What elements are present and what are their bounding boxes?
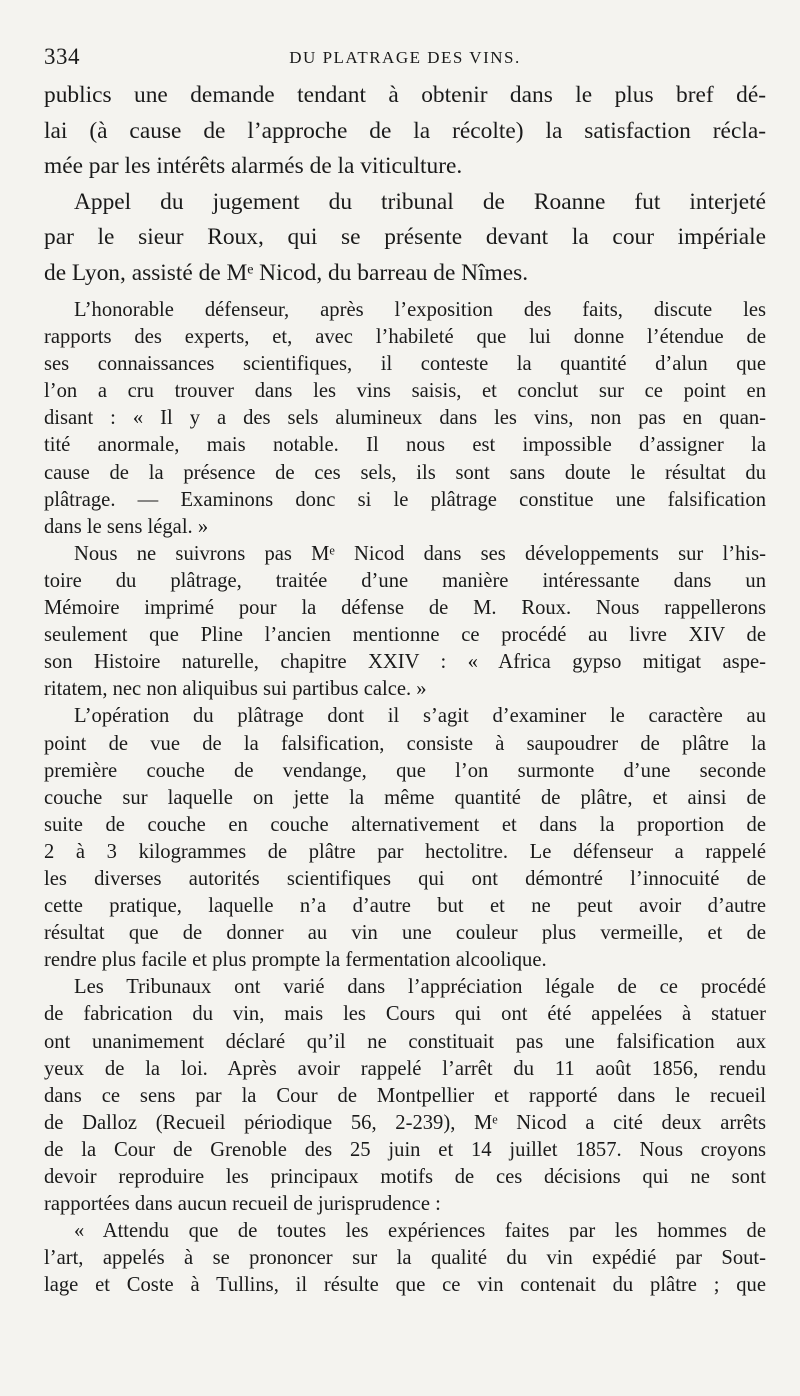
text-line: Mémoire imprimé pour la défense de M. Roux. Nous rappellerons bbox=[44, 597, 766, 620]
text-line: rapportées dans aucun recueil de jurisprudence : bbox=[44, 1193, 441, 1216]
page-header bbox=[44, 38, 766, 78]
text-line: Appel du jugement du tribunal de Roanne fut interjeté bbox=[74, 188, 766, 215]
text-line: dans ce sens par la Cour de Montpellier et rapporté dans le recueil bbox=[44, 1084, 766, 1107]
page-number: 334 bbox=[44, 44, 80, 69]
text-line: lai (à cause de l’approche de la récolte) la satisfaction récla- bbox=[44, 117, 766, 144]
text-line: de fabrication du vin, mais les Cours qui ont été appelées à statuer bbox=[44, 1003, 766, 1026]
text-line: ritatem, nec non aliquibus sui partibus calce. » bbox=[44, 678, 427, 701]
paragraph bbox=[44, 185, 766, 292]
text-line: publics une demande tendant à obtenir dans le plus bref dé- bbox=[44, 82, 766, 108]
text-line: première couche de vendange, que l’on surmonte d’une seconde bbox=[44, 759, 766, 782]
text-line: dans le sens légal. » bbox=[44, 515, 209, 538]
text-line: plâtrage. — Examinons donc si le plâtrage constitue une falsification bbox=[44, 488, 766, 511]
text-line: cette pratique, laquelle n’a d’autre but et ne peut avoir d’autre bbox=[44, 895, 766, 918]
running-title: DU PLATRAGE DES VINS. bbox=[289, 48, 521, 67]
text-line: résultat que de donner au vin une couleur plus vermeille, et de bbox=[44, 922, 766, 945]
text-line: tité anormale, mais notable. Il nous est impossible d’assigner la bbox=[44, 434, 766, 457]
text-line: L’opération du plâtrage dont il s’agit d’examiner le caractère au bbox=[74, 705, 766, 728]
text-line: couche sur laquelle on jette la même quantité de plâtre, et ainsi de bbox=[44, 786, 766, 809]
paragraph bbox=[44, 703, 766, 974]
text-line: point de vue de la falsification, consiste à saupoudrer de plâtre la bbox=[44, 732, 766, 755]
text-line: rendre plus facile et plus prompte la fermentation alcoolique. bbox=[44, 949, 547, 972]
text-line: Les Tribunaux ont varié dans l’appréciation légale de ce procédé bbox=[74, 976, 766, 999]
text-line: de Lyon, assisté de Mᵉ Nicod, du barreau de Nîmes. bbox=[44, 259, 529, 286]
text-line: « Attendu que de toutes les expériences faites par les hommes de bbox=[74, 1220, 766, 1243]
text-line: de Dalloz (Recueil périodique 56, 2-239), Mᵉ Nicod a cité deux arrêts bbox=[44, 1111, 766, 1134]
text-line: ses connaissances scientifiques, il conteste la quantité d’alun que bbox=[44, 353, 766, 376]
paragraph bbox=[44, 541, 766, 704]
text-line: l’art, appelés à se prononcer sur la qualité du vin expédié par Sout- bbox=[44, 1247, 766, 1270]
text-line: L’honorable défenseur, après l’exposition des faits, discute les bbox=[74, 299, 766, 321]
text-line: lage et Coste à Tullins, il résulte que ce vin contenait du plâtre ; que bbox=[44, 1274, 766, 1297]
text-line: Nous ne suivrons pas Mᵉ Nicod dans ses développements sur l’his- bbox=[74, 542, 766, 565]
text-line: toire du plâtrage, traitée d’une manière intéressante dans un bbox=[44, 569, 766, 592]
paragraph bbox=[44, 1218, 766, 1299]
text-line: les diverses autorités scientifiques qui ont démontré l’innocuité de bbox=[44, 867, 766, 890]
text-line: son Histoire naturelle, chapitre XXIV : « Africa gypso mitigat aspe- bbox=[44, 651, 766, 674]
text-line: suite de couche en couche alternativement et dans la proportion de bbox=[44, 813, 766, 836]
text-line: par le sieur Roux, qui se présente devant la cour impériale bbox=[44, 224, 766, 250]
text-line: rapports des experts, et, avec l’habileté que lui donne l’étendue de bbox=[44, 326, 766, 349]
text-line: de la Cour de Grenoble des 25 juin et 14 juillet 1857. Nous croyons bbox=[44, 1138, 766, 1161]
text-line: disant : « Il y a des sels alumineux dans les vins, non pas en quan- bbox=[44, 407, 766, 430]
text-line: mée par les intérêts alarmés de la viticulture. bbox=[44, 153, 463, 179]
large-text-section bbox=[44, 78, 766, 291]
text-line: seulement que Pline l’ancien mentionne ce procédé au livre XIV de bbox=[44, 624, 766, 647]
book-page bbox=[44, 38, 766, 1378]
paragraph bbox=[44, 974, 766, 1218]
text-line: l’on a cru trouver dans les vins saisis, et conclut sur ce point en bbox=[44, 380, 766, 403]
text-line: 2 à 3 kilogrammes de plâtre par hectolitre. Le défenseur a rappelé bbox=[44, 840, 766, 863]
text-line: devoir reproduire les principaux motifs de ces décisions qui ne sont bbox=[44, 1166, 766, 1188]
text-line: cause de la présence de ces sels, ils sont sans doute le résultat du bbox=[44, 461, 766, 484]
text-line: ont unanimement déclaré qu’il ne constituait pas une falsification aux bbox=[44, 1030, 766, 1053]
paragraph bbox=[44, 78, 766, 185]
paragraph bbox=[44, 297, 766, 541]
text-line: yeux de la loi. Après avoir rappelé l’arrêt du 11 août 1856, rendu bbox=[44, 1057, 766, 1080]
small-text-section bbox=[44, 297, 766, 1299]
